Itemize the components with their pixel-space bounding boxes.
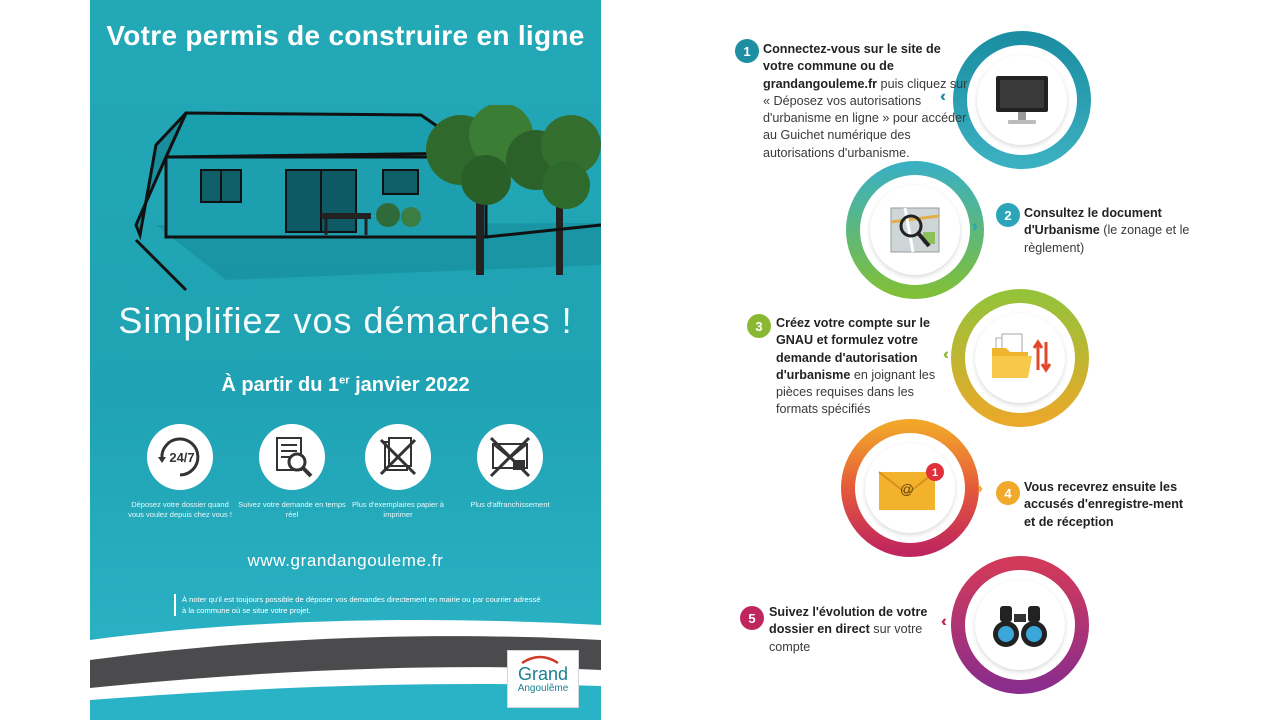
- poster-subtitle: Simplifiez vos démarches !: [118, 300, 573, 341]
- steps-infographic: [700, 0, 1280, 720]
- step-2-text: Consultez le document d'Urbanisme (le zonage et le règlement): [1024, 206, 1190, 255]
- grand-angouleme-logo: Grand Angoulême: [507, 650, 579, 708]
- chevron-right-icon: ›››: [972, 218, 973, 235]
- feature-24-7: [125, 424, 235, 520]
- step-number: 2: [996, 203, 1020, 227]
- feature-caption: Suivez votre demande en temps réel: [238, 500, 346, 519]
- chevron-left-icon: ‹‹‹: [941, 613, 942, 630]
- computer-monitor-icon: [977, 55, 1067, 145]
- step-3-text: Créez votre compte sur le GNAU et formulez votre demande d'autorisation d'urbanisme en joignant les pièces requises dans les formats spécifiés: [776, 316, 936, 417]
- feature-tracking: [237, 424, 347, 520]
- permit-poster: [90, 0, 601, 720]
- feature-caption: Plus d'affranchissement: [470, 500, 550, 509]
- step-number: 1: [735, 39, 759, 63]
- no-stamp-icon: [477, 424, 543, 490]
- step-number: 5: [740, 606, 764, 630]
- email-notification-icon: [865, 443, 955, 533]
- start-date: À partir du 1er janvier 2022: [221, 374, 470, 396]
- mail-note: À noter qu'il est toujours possible de déposer vos demandes directement en mairie ou par courrier adressé à la commune où se situe votre projet.: [174, 594, 542, 616]
- poster-title: Votre permis de construire en ligne: [106, 20, 585, 51]
- svg-text:1: 1: [931, 467, 939, 479]
- step-number: 3: [747, 314, 771, 338]
- map-magnifier-icon: [870, 185, 960, 275]
- binoculars-icon: [975, 580, 1065, 670]
- chevron-left-icon: ‹‹‹: [943, 346, 944, 363]
- chevron-left-icon: ‹‹‹: [940, 88, 941, 105]
- step-5-text: Suivez l'évolution de votre dossier en direct sur votre compte: [769, 605, 928, 654]
- step-4-text: Vous recevrez ensuite les accusés d'enregistre-ment et de réception: [1024, 480, 1184, 529]
- clock-24-7-icon: [147, 424, 213, 490]
- no-paper-icon: [365, 424, 431, 490]
- feature-no-paper: [343, 424, 453, 520]
- svg-text:@: @: [899, 481, 915, 497]
- house-illustration: [126, 105, 601, 295]
- feature-caption: Déposez votre dossier quand vous voulez depuis chez vous !: [128, 500, 232, 519]
- svg-text:24/7: 24/7: [169, 450, 195, 465]
- feature-caption: Plus d'exemplaires papier à imprimer: [352, 500, 444, 519]
- website-url[interactable]: www.grandangouleme.fr: [247, 551, 444, 570]
- chevron-right-icon: ›››: [977, 480, 978, 497]
- folder-transfer-icon: [975, 313, 1065, 403]
- step-1-text: Connectez-vous sur le site de votre commune ou de grandangouleme.fr puis cliquez sur « Déposez vos autorisations d'urbanisme en ligne » pour accéder au Guichet numérique des autorisations d'urbanisme.: [763, 42, 968, 160]
- feature-no-stamp: [455, 424, 565, 510]
- document-search-icon: [259, 424, 325, 490]
- step-number: 4: [996, 481, 1020, 505]
